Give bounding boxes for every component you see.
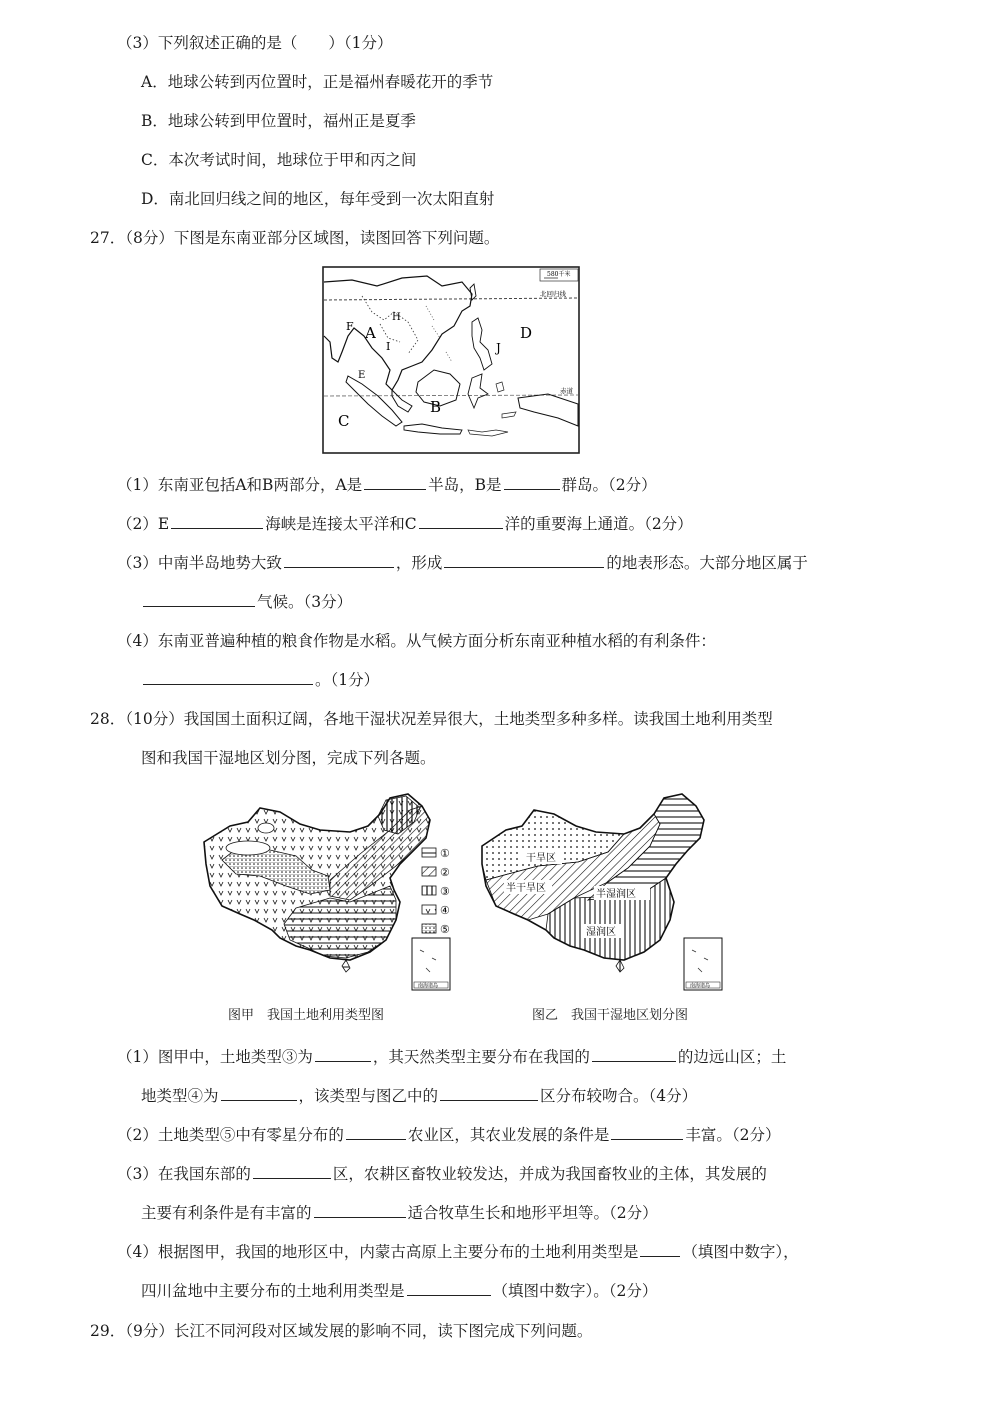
option-c: C．本次考试时间，地球位于甲和丙之间 (141, 151, 417, 169)
map-label-j: J (496, 341, 501, 355)
region-label-arid: 干旱区 (526, 853, 556, 864)
region-label-semi-humid: 半湿润区 (596, 889, 636, 900)
question-28-1-cont: 地类型④为 ，该类型与图乙中的 区分布较吻合。（4分） (141, 1087, 698, 1105)
answer-blank[interactable] (346, 1125, 406, 1140)
answer-blank[interactable] (407, 1281, 491, 1296)
map-label-e: E (358, 370, 366, 381)
answer-blank[interactable] (315, 1047, 371, 1062)
question-27-2: （2）E 海峡是连接太平洋和C 洋的重要海上通道。（2分） (117, 515, 693, 533)
caption-figure-b: 图乙 我国干湿地区划分图 (532, 1008, 689, 1023)
answer-blank[interactable] (221, 1086, 297, 1101)
equator-label: 赤道 (560, 387, 573, 395)
legend (422, 847, 450, 936)
answer-blank[interactable] (611, 1125, 683, 1140)
map-scale-label: 580千米 (547, 271, 571, 278)
question-27-1: （1）东南亚包括A和B两部分，A是 半岛，B是 群岛。（2分） (117, 476, 657, 494)
answer-blank[interactable] (253, 1164, 331, 1179)
dry-wet-regions-map (478, 790, 728, 995)
inset-label: 南海诸岛 (690, 983, 711, 989)
question-27-4-cont: 。（1分） (141, 669, 379, 691)
tropic-label: 北回归线 (540, 290, 566, 298)
option-b: B．地球公转到甲位置时，福州正是夏季 (141, 112, 416, 130)
answer-blank[interactable] (143, 670, 313, 685)
answer-blank[interactable] (171, 514, 263, 529)
option-a: A．地球公转到丙位置时，正是福州春暖花开的季节 (141, 73, 494, 91)
question-28-stem-cont: 图和我国干湿地区划分图，完成下列各题。 (141, 749, 436, 767)
question-28-1: （1）图甲中，土地类型③为 ，其天然类型主要分布在我国的 的边远山区；土 (117, 1048, 787, 1066)
legend-5: ⑤ (440, 923, 450, 936)
region-label-semi-arid: 半干旱区 (506, 883, 546, 894)
answer-blank[interactable] (444, 553, 604, 568)
legend-4: ④ (440, 904, 450, 917)
map-label-f: F (346, 320, 354, 333)
caption-figure-a: 图甲 我国土地利用类型图 (228, 1008, 385, 1023)
answer-blank[interactable] (314, 1203, 406, 1218)
question-28-3-cont: 主要有利条件是有丰富的 适合牧草生长和地形平坦等。（2分） (141, 1204, 658, 1222)
map-label-b: B (430, 398, 442, 416)
legend-2: ② (440, 866, 450, 879)
question-28-2: （2）土地类型⑤中有零星分布的 农业区，其农业发展的条件是 丰富。（2分） (117, 1126, 781, 1144)
question-28-stem: 28．（10分）我国国土面积辽阔，各地干湿状况差异很大，土地类型多种多样。读我国土地利用类型 (90, 710, 773, 728)
answer-blank[interactable] (640, 1242, 680, 1257)
map-label-h: H (392, 312, 401, 323)
question-28-4-cont: 四川盆地中主要分布的土地利用类型是 （填图中数字）。（2分） (141, 1282, 658, 1300)
answer-blank[interactable] (592, 1047, 676, 1062)
option-d: D．南北回归线之间的地区，每年受到一次太阳直射 (141, 190, 495, 208)
question-27-3-cont: 气候。（3分） (141, 591, 352, 613)
southeast-asia-map (322, 266, 580, 454)
map-label-d: D (520, 324, 533, 342)
question-27-4: （4）东南亚普遍种植的粮食作物是水稻。从气候方面分析东南亚种植水稻的有利条件： (117, 632, 716, 650)
answer-blank[interactable] (419, 514, 503, 529)
question-28-4: （4）根据图甲，我国的地形区中，内蒙古高原上主要分布的土地利用类型是 （填图中数字）， (117, 1243, 799, 1261)
map-label-i: I (386, 340, 391, 353)
region-label-humid: 湿润区 (586, 927, 616, 938)
inset-label: 南海诸岛 (418, 983, 439, 989)
map-label-c: C (338, 412, 350, 430)
answer-blank[interactable] (284, 553, 394, 568)
question-27-stem: 27．（8分）下图是东南亚部分区域图，读图回答下列问题。 (90, 229, 500, 247)
question-28-3: （3）在我国东部的 区，农耕区畜牧业较发达，并成为我国畜牧业的主体，其发展的 (117, 1165, 767, 1183)
legend-1: ① (440, 847, 450, 860)
question-29-stem: 29．（9分）长江不同河段对区域发展的影响不同，读下图完成下列问题。 (90, 1322, 593, 1340)
answer-blank[interactable] (364, 475, 426, 490)
land-use-map (200, 790, 465, 995)
legend-3: ③ (440, 885, 450, 898)
answer-blank[interactable] (440, 1086, 538, 1101)
answer-blank[interactable] (504, 475, 560, 490)
answer-blank[interactable] (143, 592, 255, 607)
question-27-3: （3）中南半岛地势大致 ，形成 的地表形态。大部分地区属于 (117, 554, 808, 572)
map-label-a: A (365, 324, 376, 342)
question-26-3-stem: （3）下列叙述正确的是（ ）（1分） (117, 34, 393, 52)
